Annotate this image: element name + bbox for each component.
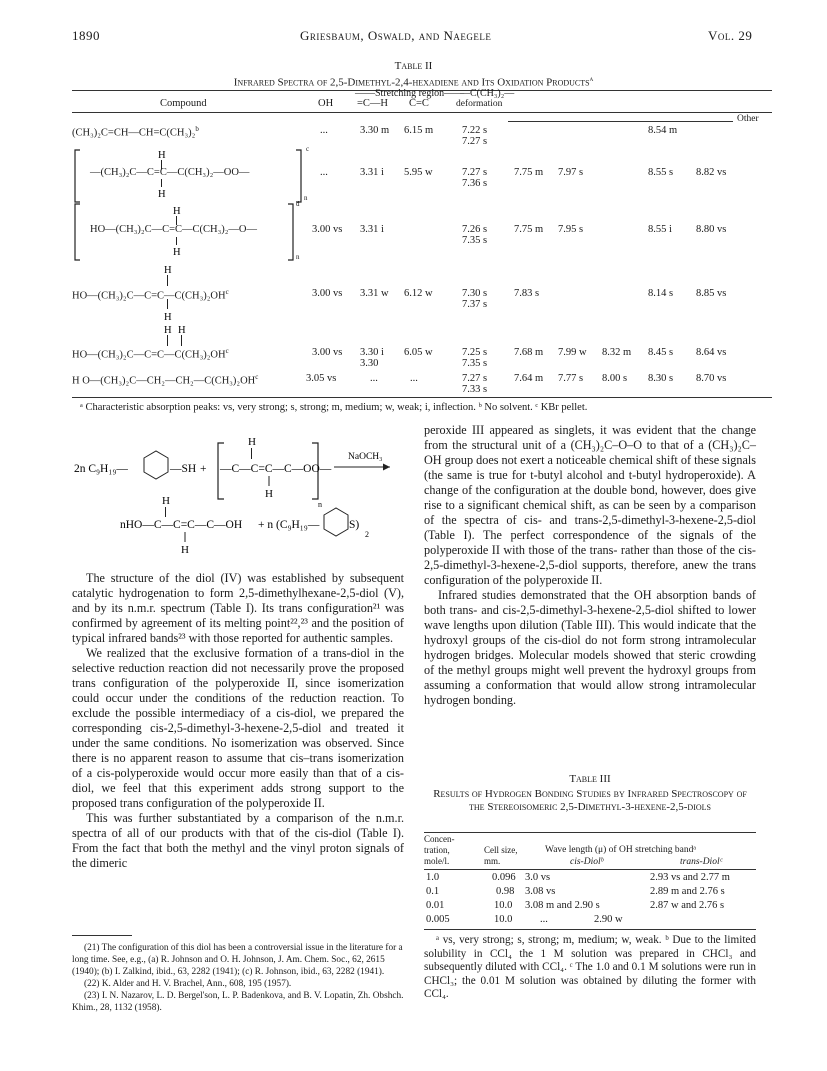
page-number: 1890	[72, 28, 100, 43]
table3-top-rule	[424, 832, 756, 833]
row2-cc: 5.95 w	[404, 167, 433, 178]
row2-o5: 8.82 vs	[696, 167, 727, 178]
table2	[0, 0, 827, 420]
row4-oh: 3.00 vs	[312, 288, 343, 299]
row3-oh: 3.00 vs	[312, 224, 343, 235]
row2-o2: 7.97 s	[558, 167, 584, 178]
group-deformation: —C(CH₃)₂—	[460, 88, 515, 99]
svg-text:H: H	[164, 325, 172, 336]
row2-def2: 7.36 s	[462, 178, 488, 189]
row5-ch2: 3.30	[360, 358, 379, 369]
scheme-h-bottom2: H	[181, 544, 189, 556]
running-authors: Griesbaum, Oswald, and Naegele	[300, 28, 492, 43]
row3-o1: 7.75 m	[514, 224, 544, 235]
row3-o2: 7.95 s	[558, 224, 584, 235]
svg-text:H: H	[158, 189, 166, 200]
t3-row2-trans: 2.89 m and 2.76 s	[650, 886, 725, 897]
col-cc: C=C	[409, 98, 429, 109]
row4-o1: 7.83 s	[514, 288, 540, 299]
row5-o1: 7.68 m	[514, 347, 544, 358]
col-cis: cis-Diolᵇ	[570, 857, 604, 867]
row6-oh: 3.05 vs	[306, 373, 337, 384]
col-cell-size: Cell size, mm.	[484, 845, 518, 866]
row6-o2: 7.77 s	[558, 373, 584, 384]
row6-compound: H $O—(CH_3)_2C—CH_2—CH_2—C(CH_3)_2OH^c$	[72, 373, 259, 387]
table2-head-rule	[72, 112, 772, 113]
row1-oh: ...	[320, 125, 328, 136]
t3-row3-trans: 2.87 w and 2.76 s	[650, 900, 725, 911]
row3-o4: 8.55 i	[648, 224, 672, 235]
col-ch: =C—H	[357, 98, 389, 109]
row1-o4: 8.54 m	[648, 125, 678, 136]
row2-n: n	[304, 194, 308, 202]
row3-ch: 3.31 i	[360, 224, 384, 235]
scheme-s: S)	[349, 519, 360, 531]
scheme-h-top2: H	[162, 495, 170, 507]
t3-row2-cell: 0.98	[496, 886, 515, 897]
row5-o5: 8.64 vs	[696, 347, 727, 358]
row2-o4: 8.55 s	[648, 167, 674, 178]
table3-label: Table III	[569, 773, 611, 785]
right-paragraph-1: peroxide III appeared as singlets, it was evident that the change from the structural unit of a (CH₃)₂C–O–O to that of a (CH₃)₂C–OH group does not exert a noticeable chemical shift of these signals (the same is true for t-butyl alcohol and t-butyl hydroperoxide). A change of the configuration at the double bond, however, does give rise to a significant chemical shift, as can be seen by a comparison of the spectra of cis- and trans-2,5-dimethyl-3-hexene-2,5-diol (Table I). The perfect correspondence of the signals of the polyperoxide II with those of the trans- rather than those of the cis-2,5-dimethyl-3-hexene-2,5-diol supports, therefore, anew the trans configuration of the polyperoxide II.	[424, 423, 757, 587]
scheme-plus: +	[200, 463, 207, 475]
row5-o3: 8.32 m	[602, 347, 632, 358]
left-paragraph-1: The structure of the diol (IV) was established by subsequent catalytic hydrogenation to form 2,5-dimethylhexane-2,5-diol (V), and by its n.m.r. spectrum (Table I). Its trans configuration²¹ was confirmed by agreement of its melting point²²,²³ and the position of typical infrared bands²³ with those reported for authentic samples.	[72, 571, 404, 645]
reaction-scheme	[72, 425, 412, 560]
svg-text:H: H	[173, 247, 181, 258]
scheme-sub2: 2	[365, 530, 369, 539]
row5-ch: 3.30 i	[360, 347, 384, 358]
row3-def1: 7.26 s	[462, 224, 488, 235]
left-paragraph-2: We realized that the exclusive formation of a trans-diol in the selective reduction reaction did not necessarily prove the proposed trans configuration of the polyperoxide II, since isomerization could occur under the conditions of the reduction reaction. To exclude the possible intermediacy of a cis-diol, we prepared the corresponding cis-2,5-dimethyl-3-hexene-2,5-diol and treated it under the same conditions. No isomerization was observed. Since there is no apparent reason to assume that cis–trans isomerization of a cis-polyperoxide would occur more easily than that of a cis-diol, we feel that this experiment adds strong support to the proposed trans configuration of the polyperoxide II.	[72, 646, 404, 810]
table3-bottom-rule	[424, 929, 756, 930]
row3-compound: HO—(CH₃)₂C—C=C—C(CH₃)₂—O—	[90, 224, 257, 235]
row3-def2: 7.35 s	[462, 235, 488, 246]
row3-o5: 8.80 vs	[696, 224, 727, 235]
row4-def1: 7.30 s	[462, 288, 488, 299]
row5-structure	[150, 322, 200, 348]
row4-o4: 8.14 s	[648, 288, 674, 299]
t3-row1-trans: 2.93 vs and 2.77 m	[650, 872, 730, 883]
scheme-product2: + n (C₉H₁₉—	[258, 519, 320, 531]
t3-row4-conc: 0.005	[426, 914, 450, 925]
benzene-ring-2	[324, 508, 348, 536]
row1-compound: (CH₃)₂C=CH—CH=C(CH₃)₂$^b$	[72, 125, 199, 139]
row1-def1: 7.22 s	[462, 125, 488, 136]
row2-mark: c	[306, 145, 310, 153]
footnote-21: (21) The configuration of this diol has been a controversial issue in the literature for a long time. See, e.g., (a) R. Johnson and O. H. Johnson, J. Am. Chem. Soc., 62, 2615 (1940); (b) I. Zalkind, ibid., 63, 2282 (1941); (c) R. Johnson, ibid., 63, 2282 (1941).	[72, 943, 403, 977]
row1-ch: 3.30 m	[360, 125, 390, 136]
scheme-catalyst: NaOCH₃	[348, 452, 383, 462]
table2-title-mark: a	[589, 75, 594, 83]
t3-row4-cis: ...	[540, 914, 548, 925]
row6-o3: 8.00 s	[602, 373, 628, 384]
volume-label: Vol. 29	[708, 28, 753, 43]
row5-o4: 8.45 s	[648, 347, 674, 358]
right-paragraph-2: Infrared studies demonstrated that the OH absorption bands of both trans- and cis-2,5-dimethyl-3-hexene-2,5-diol shifted to lower wave lengths upon dilution (Table III). This would indicate that the hydroxyl groups of the cis-diol do not form strong intramolecular hydrogen bridges. Molecular models showed that steric crowding of the methyl groups might well prevent the hydroxyl groups from assuming a conformation that would allow strong intramolecular hydrogen bonding.	[424, 588, 756, 707]
svg-text:H: H	[164, 312, 172, 323]
col-oh: OH	[318, 98, 334, 109]
table2-footnote: ᵃ Characteristic absorption peaks: vs, very strong; s, strong; m, medium; w, weak; i, inflection. ᵇ No solvent. ᶜ KBr pellet.	[80, 402, 588, 413]
row2-oh: ...	[320, 167, 328, 178]
row5-cc: 6.05 w	[404, 347, 433, 358]
row5-oh: 3.00 vs	[312, 347, 343, 358]
table3-footnote: ᵃ vs, very strong; s, strong; m, medium; w, weak. ᵇ Due to the limited solubility in CCl₄ the 1 M solution was prepared in CHCl₃ and subsequently diluted with CCl₄. ᶜ The 1.0 and 0.1 M solutions were run in CHCl₃; the 0.01 M solution was obtained by diluting the former with CCl₄.	[424, 934, 756, 1000]
table2-title-text: Infrared Spectra of 2,5-Dimethyl-2,4-hexadiene and Its Oxidation Products	[233, 76, 590, 89]
right-column	[424, 423, 756, 708]
row3-n: n	[296, 253, 300, 261]
row1-def2: 7.27 s	[462, 136, 488, 147]
col-other: Other	[737, 114, 759, 124]
svg-text:H: H	[164, 265, 172, 276]
row6-ch: ...	[370, 373, 378, 384]
row4-def2: 7.37 s	[462, 299, 488, 310]
left-footnotes	[72, 942, 404, 1014]
benzene-ring-1	[144, 451, 168, 479]
col-concentration: Concen- tration, mole/l.	[424, 834, 455, 866]
scheme-h-top: H	[248, 436, 256, 448]
scheme-reagent1: 2n C₉H₁₉—	[74, 463, 128, 475]
row2-def1: 7.27 s	[462, 167, 488, 178]
t3-row1-conc: 1.0	[426, 872, 440, 883]
row2-compound: —(CH₃)₂C—C=C—C(CH₃)₂—OO—	[90, 167, 250, 178]
row4-cc: 6.12 w	[404, 288, 433, 299]
row4-o5: 8.85 vs	[696, 288, 727, 299]
table2-bottom-rule	[72, 397, 772, 398]
other-rule	[508, 121, 733, 122]
scheme-h-bottom: H	[265, 488, 273, 500]
row6-cc: ...	[410, 373, 418, 384]
scheme-unit: —C—C=C—C—OO—	[220, 463, 332, 475]
scheme-sh: —SH	[170, 463, 197, 475]
row6-o5: 8.70 vs	[696, 373, 727, 384]
svg-text:H: H	[158, 150, 166, 161]
row6-o4: 8.30 s	[648, 373, 674, 384]
t3-row2-cis: 3.08 vs	[525, 886, 556, 897]
group-stretching: ——Stretching region——	[355, 88, 465, 99]
footnote-rule	[72, 935, 132, 936]
row2-o1: 7.75 m	[514, 167, 544, 178]
t3-row1-cis: 3.0 vs	[525, 872, 551, 883]
footnote-22: (22) K. Alder and H. V. Brachel, Ann., 608, 195 (1957).	[84, 979, 292, 989]
row5-compound: $HO—(CH_3)_2C—C=C—C(CH_3)_2OH^c$	[72, 347, 229, 361]
col-deformation: deformation	[456, 99, 503, 109]
row5-def1: 7.25 s	[462, 347, 488, 358]
col-trans: trans-Diolᶜ	[680, 857, 723, 867]
row6-def1: 7.27 s	[462, 373, 488, 384]
table3-title: Results of Hydrogen Bonding Studies by Infrared Spectroscopy of the Stereoisomeric 2,5-Dimethyl-3-hexene-2,5-diols	[433, 788, 747, 813]
row5-o2: 7.99 w	[558, 347, 587, 358]
row4-ch: 3.31 w	[360, 288, 389, 299]
t3-row3-conc: 0.01	[426, 900, 445, 911]
table2-label: Table II	[394, 60, 433, 72]
row5-def2: 7.35 s	[462, 358, 488, 369]
scheme-product1: nHO—C—C=C—C—OH	[120, 519, 243, 531]
row4-compound: $HO—(CH_3)_2C—C=C—C(CH_3)_2OH^c$	[72, 288, 229, 302]
row3-mark: d	[296, 200, 300, 208]
table3-head-rule	[424, 869, 756, 870]
t3-row1-cell: 0.096	[492, 872, 516, 883]
left-column	[72, 571, 404, 871]
row6-def2: 7.33 s	[462, 384, 488, 395]
row1-cc: 6.15 m	[404, 125, 434, 136]
col-compound: Compound	[160, 98, 207, 109]
t3-row4-cell: 10.0	[494, 914, 513, 925]
row6-o1: 7.64 m	[514, 373, 544, 384]
left-paragraph-3: This was further substantiated by a comparison of the n.m.r. spectra of all of our products with that of the cis-diol (Table I). From the fact that both the methyl and the vinyl proton signals of the dimeric	[72, 811, 404, 870]
svg-text:H: H	[173, 206, 181, 217]
footnote-23: (23) I. N. Nazarov, L. D. Bergel'son, L. P. Badenkova, and B. V. Lopatin, Zh. Obshch. Khim., 28, 1132 (1958).	[72, 991, 404, 1013]
row2-ch: 3.31 i	[360, 167, 384, 178]
scheme-n: n	[318, 500, 322, 509]
t3-row4-trans: 2.90 w	[594, 914, 623, 925]
col-wave-length: Wave length (μ) of OH stretching bandᵃ	[545, 845, 696, 855]
t3-row2-conc: 0.1	[426, 886, 440, 897]
t3-row3-cis: 3.08 m and 2.90 s	[525, 900, 600, 911]
svg-text:H: H	[178, 325, 186, 336]
t3-row3-cell: 10.0	[494, 900, 513, 911]
